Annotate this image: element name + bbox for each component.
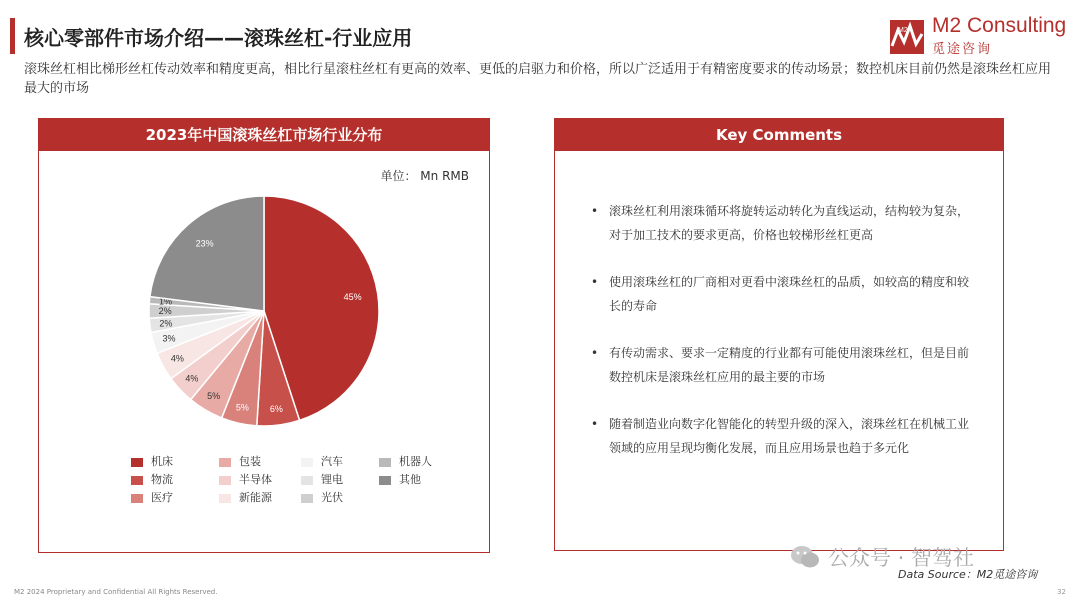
legend-item-包装	[219, 453, 261, 469]
legend-label: 汽车	[321, 455, 343, 468]
legend-item-其他	[379, 471, 421, 487]
pie-label-医疗: 5%	[235, 402, 249, 413]
legend-label: 其他	[399, 473, 421, 486]
legend-item-机床	[131, 453, 173, 469]
comment-item: • 使用滚珠丝杠的厂商相对更看中滚珠丝杠的品质，如较高的精度和较长的寿命	[591, 270, 971, 318]
comments-list	[591, 199, 971, 483]
chart-panel-title: 2023年中国滚珠丝杠市场行业分布	[39, 119, 489, 151]
legend-item-物流	[131, 471, 173, 487]
pie-label-光伏: 2%	[158, 306, 172, 316]
legend-label: 包装	[239, 455, 261, 468]
pie-label-机器人: 1%	[159, 296, 173, 307]
legend-swatch	[131, 458, 143, 467]
title-accent-bar	[10, 18, 15, 54]
comments-panel-title: Key Comments	[555, 119, 1003, 151]
svg-text:M2: M2	[898, 27, 908, 34]
pie-label-其他: 23%	[195, 238, 214, 249]
page-title: 核心零部件市场介绍——滚珠丝杠-行业应用	[24, 26, 413, 50]
legend-item-新能源	[219, 489, 272, 505]
pie-slice-其他	[150, 196, 264, 311]
legend-swatch	[219, 494, 231, 503]
pie-label-机床: 45%	[343, 291, 362, 302]
legend-label: 新能源	[239, 491, 272, 504]
page-number: 32	[1057, 588, 1066, 596]
legend-label: 光伏	[321, 491, 343, 504]
legend-label: 半导体	[239, 473, 272, 486]
chart-panel	[38, 118, 490, 553]
comment-item: • 滚珠丝杠利用滚珠循环将旋转运动转化为直线运动，结构较为复杂，对于加工技术的要求更高，价格也较梯形丝杠更高	[591, 199, 971, 247]
intro-text: 滚珠丝杠相比梯形丝杠传动效率和精度更高，相比行星滚柱丝杠有更高的效率、更低的启驱力和价格，所以广泛适用于有精密度要求的传动场景；数控机床目前仍然是滚珠丝杠应用最大的市场	[24, 62, 1052, 96]
legend-swatch	[219, 458, 231, 467]
company-logo	[888, 14, 1066, 58]
pie-label-锂电: 2%	[159, 318, 173, 329]
comments-panel	[554, 118, 1004, 551]
legend-label: 机器人	[399, 455, 432, 468]
legend-swatch	[301, 476, 313, 485]
comment-item: • 有传动需求、要求一定精度的行业都有可能使用滚珠丝杠，但是目前数控机床是滚珠丝杠应用的最主要的市场	[591, 341, 971, 389]
legend-swatch	[379, 458, 391, 467]
legend-item-医疗	[131, 489, 173, 505]
watermark-text: 公众号 · 智驾社	[828, 546, 975, 570]
pie-label-新能源: 4%	[170, 353, 184, 364]
legend-item-汽车	[301, 453, 343, 469]
logo-subtitle: 觅途咨询	[932, 42, 993, 57]
logo-icon	[888, 16, 928, 56]
legend-label: 锂电	[321, 473, 343, 486]
pie-label-汽车: 3%	[162, 333, 176, 344]
legend-swatch	[379, 476, 391, 485]
data-source: Data Source：M2觅途咨询	[898, 568, 1038, 581]
pie-label-半导体: 4%	[185, 373, 199, 384]
legend-item-锂电	[301, 471, 343, 487]
legend-swatch	[301, 458, 313, 467]
legend-item-半导体	[219, 471, 272, 487]
legend-swatch	[131, 494, 143, 503]
chart-unit: 单位： Mn RMB	[380, 169, 469, 183]
logo-name: M2 Consulting	[932, 14, 1067, 37]
wechat-icon	[790, 544, 820, 570]
legend-swatch	[131, 476, 143, 485]
legend-label: 物流	[151, 473, 173, 486]
pie-chart	[144, 191, 384, 431]
comment-item: • 随着制造业向数字化智能化的转型升级的深入，滚珠丝杠在机械工业领域的应用呈现均衡化发展，而且应用场景也趋于多元化	[591, 412, 971, 460]
legend-swatch	[301, 494, 313, 503]
legend-swatch	[219, 476, 231, 485]
legend-item-光伏	[301, 489, 343, 505]
footer-text: M2 2024 Proprietary and Confidential All Rights Reserved.	[14, 588, 218, 596]
legend-label: 机床	[151, 455, 173, 468]
legend-label: 医疗	[151, 491, 173, 504]
pie-label-包装: 5%	[207, 391, 221, 402]
legend-item-机器人	[379, 453, 432, 469]
pie-label-物流: 6%	[269, 404, 283, 415]
